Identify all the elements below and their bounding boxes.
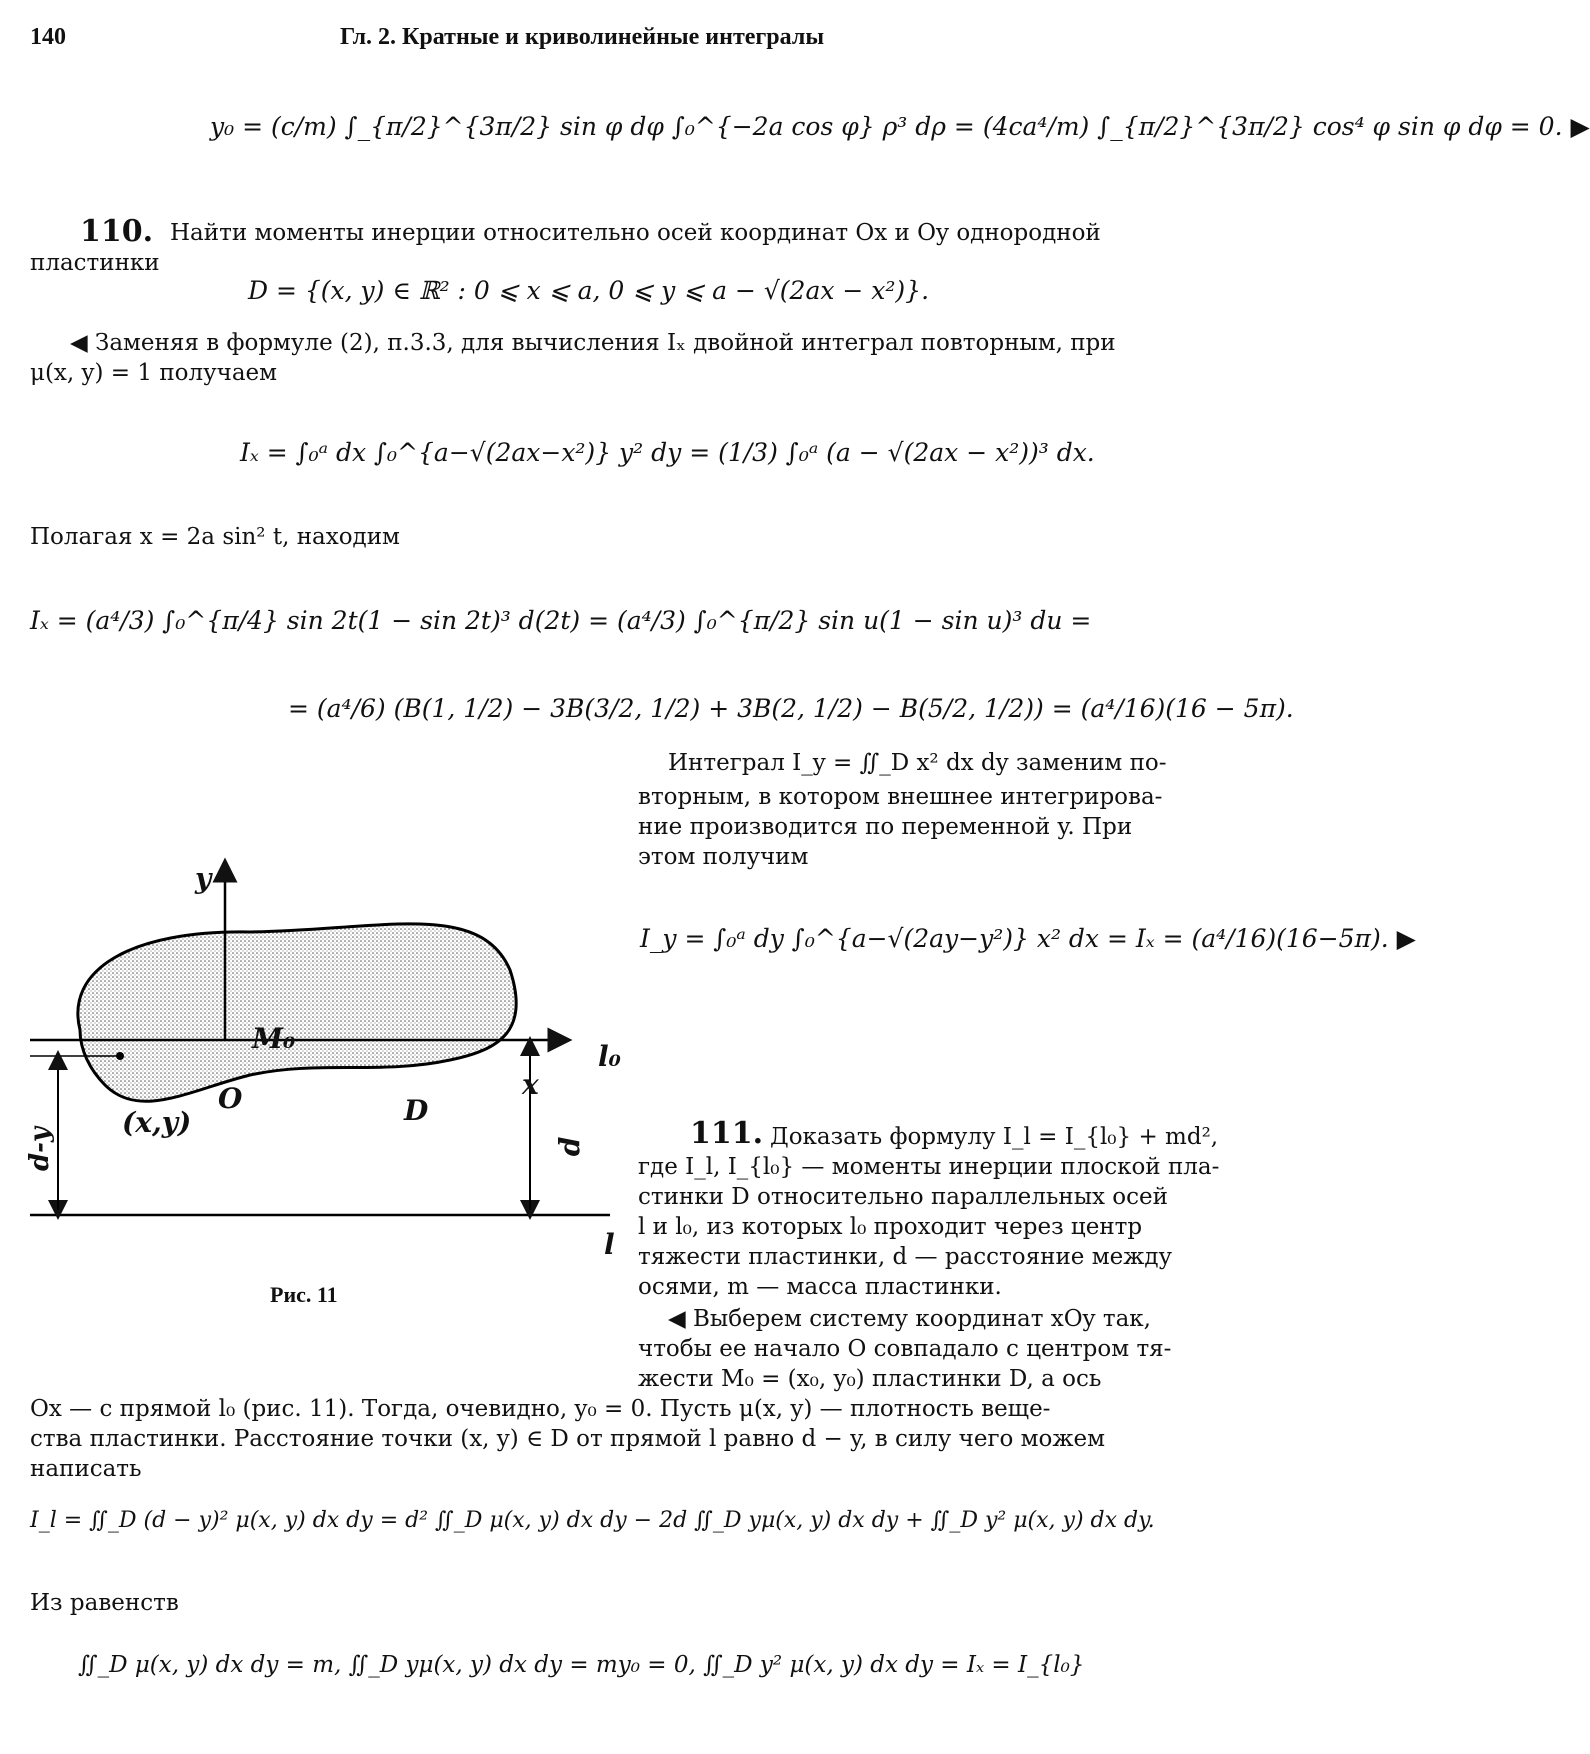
solution-111-line5: ства пластинки. Расстояние точки (x, y) ∈ D от прямой l равно d − y, в силу чего можем <box>30 1426 1106 1452</box>
solution-110-line2: μ(x, y) = 1 получаем <box>30 360 278 386</box>
solution-111-line6: написать <box>30 1456 142 1482</box>
solution-111-line1: ◀ Выберем систему координат xOy так, <box>668 1306 1151 1332</box>
iy-text-4: этом получим <box>638 844 809 870</box>
label-O: O <box>218 1082 243 1115</box>
solution-110-line1: ◀ Заменяя в формуле (2), п.3.3, для вычисления Iₓ двойной интеграл повторным, при <box>70 330 1116 356</box>
point-xy <box>116 1052 124 1060</box>
label-l: l <box>604 1228 615 1261</box>
solution-111-line2: чтобы ее начало O совпадало с центром тя- <box>638 1336 1172 1362</box>
equation-y0: y₀ = (c/m) ∫_{π/2}^{3π/2} sin φ dφ ∫₀^{−2a cos φ} ρ³ dρ = (4ca⁴/m) ∫_{π/2}^{3π/2} cos⁴ φ sin φ dφ = 0. ▶ <box>210 112 1590 141</box>
equation-final: ∬_D μ(x, y) dx dy = m, ∬_D yμ(x, y) dx dy = my₀ = 0, ∬_D y² μ(x, y) dx dy = Iₓ = I_{l₀} <box>78 1652 1085 1678</box>
equation-Ix-1: Iₓ = ∫₀ᵃ dx ∫₀^{a−√(2ax−x²)} y² dy = (1/3) ∫₀ᵃ (a − √(2ax − x²))³ dx. <box>240 438 1095 467</box>
label-l0: l₀ <box>598 1040 621 1073</box>
iy-text-2: вторным, в котором внешнее интегрирова- <box>638 784 1163 810</box>
problem-111-line5: тяжести пластинки, d — расстояние между <box>638 1244 1173 1270</box>
equation-Ix-3: = (a⁴/6) (B(1, 1/2) − 3B(3/2, 1/2) + 3B(2, 1/2) − B(5/2, 1/2)) = (a⁴/16)(16 − 5π). <box>288 694 1294 723</box>
problem-111-line2: где I_l, I_{l₀} — моменты инерции плоской пла- <box>638 1154 1220 1180</box>
equation-Il: I_l = ∬_D (d − y)² μ(x, y) dx dy = d² ∬_D μ(x, y) dx dy − 2d ∬_D yμ(x, y) dx dy + ∬_D y² μ(x, y) dx dy. <box>30 1508 1155 1533</box>
problem-110-number: 110. <box>80 214 154 249</box>
page-number: 140 <box>30 24 66 50</box>
iy-text-3: ние производится по переменной y. При <box>638 814 1133 840</box>
label-d: d <box>553 1136 587 1157</box>
figure-11 <box>20 860 640 1280</box>
label-D: D <box>404 1094 429 1127</box>
substitution-text: Полагая x = 2a sin² t, находим <box>30 524 400 550</box>
label-y: y <box>195 862 212 895</box>
problem-111-line6: осями, m — масса пластинки. <box>638 1274 1002 1300</box>
problem-111-line3: стинки D относительно параллельных осей <box>638 1184 1168 1210</box>
problem-110-text-2: пластинки <box>30 250 160 276</box>
problem-111-line1: Доказать формулу I_l = I_{l₀} + md², <box>770 1124 1219 1150</box>
equation-Ix-2: Iₓ = (a⁴/3) ∫₀^{π/4} sin 2t(1 − sin 2t)³ d(2t) = (a⁴/3) ∫₀^{π/2} sin u(1 − sin u)³ du = <box>30 606 1092 635</box>
label-x: x <box>522 1068 539 1101</box>
equation-Iy: I_y = ∫₀ᵃ dy ∫₀^{a−√(2ay−y²)} x² dx = Iₓ = (a⁴/16)(16−5π). ▶ <box>640 924 1416 953</box>
figure-caption: Рис. 11 <box>270 1282 338 1307</box>
problem-111-line4: l и l₀, из которых l₀ проходит через центр <box>638 1214 1143 1240</box>
running-head: Гл. 2. Кратные и криволинейные интегралы <box>340 24 825 50</box>
solution-111-line4: Ox — с прямой l₀ (рис. 11). Тогда, очевидно, y₀ = 0. Пусть μ(x, y) — плотность веще- <box>30 1396 1051 1422</box>
equation-domain-D: D = {(x, y) ∈ ℝ² : 0 ⩽ x ⩽ a, 0 ⩽ y ⩽ a − √(2ax − x²)}. <box>248 276 930 305</box>
from-equalities: Из равенств <box>30 1590 179 1616</box>
label-point: (x,y) <box>122 1106 192 1139</box>
iy-text-1: Интеграл I_y = ∬_D x² dx dy заменим по- <box>668 750 1167 776</box>
plate-region <box>78 924 516 1101</box>
problem-111-number: 111. <box>690 1116 764 1151</box>
solution-111-line3: жести M₀ = (x₀, y₀) пластинки D, а ось <box>638 1366 1102 1392</box>
label-d-minus-y: d-y <box>25 1126 56 1172</box>
problem-110-text: Найти моменты инерции относительно осей координат Ox и Oy однородной <box>170 220 1101 246</box>
label-M0: M₀ <box>252 1022 296 1055</box>
